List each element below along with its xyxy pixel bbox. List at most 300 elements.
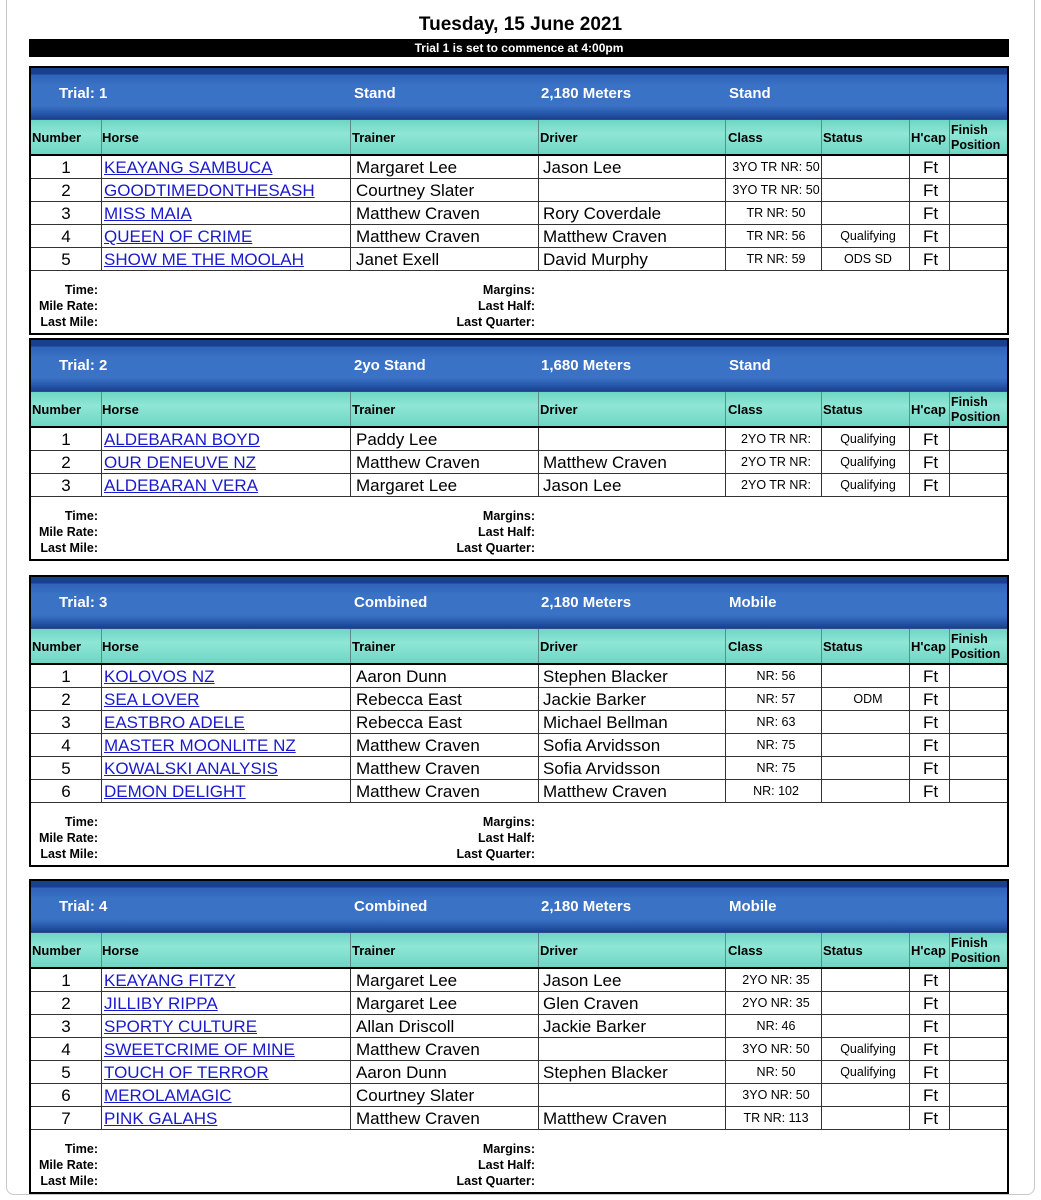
entry-row [31, 1107, 1007, 1130]
trial-block [29, 879, 1009, 1194]
col-horse: Horse [102, 639, 139, 654]
col-status: Status [823, 402, 863, 417]
column-divider [350, 969, 351, 991]
status-value: Qualifying [840, 1042, 896, 1056]
trainer-name: Matthew Craven [356, 227, 480, 246]
class-value: 2YO TR NR: [741, 478, 811, 492]
column-divider [101, 992, 102, 1014]
footer-margins-label: Margins: [482, 1142, 535, 1156]
horse-name-link[interactable]: OUR DENEUVE NZ [104, 453, 257, 472]
col-number: Number [32, 639, 82, 654]
class-value: NR: 102 [753, 784, 799, 798]
column-divider [350, 780, 351, 802]
column-divider [725, 451, 726, 473]
column-divider [949, 757, 950, 779]
column-divider [949, 392, 950, 426]
column-divider [538, 1107, 539, 1129]
entry-row [31, 202, 1007, 225]
horse-name-link[interactable]: DEMON DELIGHT [104, 782, 246, 801]
column-divider [350, 248, 351, 270]
trial-type: Combined [354, 898, 428, 915]
column-divider [909, 969, 910, 991]
horse-name-link[interactable]: SPORTY CULTURE [104, 1017, 258, 1036]
column-divider [101, 474, 102, 496]
column-divider [909, 156, 910, 178]
class-value: 2YO TR NR: [741, 432, 811, 446]
trial-distance: 1,680 Meters [541, 357, 632, 374]
driver-name: Jackie Barker [543, 1017, 646, 1036]
trainer-name: Margaret Lee [356, 476, 458, 495]
horse-name-link[interactable]: KOLOVOS NZ [104, 667, 215, 686]
column-divider [821, 392, 822, 426]
entry-number: 7 [61, 1109, 71, 1128]
trainer-name: Courtney Slater [356, 181, 475, 200]
horse-name-link[interactable]: PINK GALAHS [104, 1109, 218, 1128]
col-class: Class [728, 943, 763, 958]
class-value: 2YO TR NR: [741, 455, 811, 469]
column-divider [101, 688, 102, 710]
col-status: Status [823, 130, 863, 145]
column-divider [350, 992, 351, 1014]
entry-row [31, 156, 1007, 179]
driver-name: Michael Bellman [543, 713, 668, 732]
entry-number: 2 [61, 453, 71, 472]
column-divider [101, 1038, 102, 1060]
entry-number: 1 [61, 430, 71, 449]
column-divider [538, 1084, 539, 1106]
column-divider [725, 1061, 726, 1083]
column-divider [909, 120, 910, 154]
column-divider [350, 629, 351, 663]
column-divider [538, 757, 539, 779]
column-divider [350, 1084, 351, 1106]
column-divider [725, 225, 726, 247]
class-value: 3YO TR NR: 50 [732, 160, 820, 174]
class-value: NR: 75 [756, 738, 796, 752]
entry-row [31, 757, 1007, 780]
entry-number: 4 [61, 227, 71, 246]
trial-header [31, 577, 1007, 628]
column-divider [725, 629, 726, 663]
column-divider [725, 734, 726, 756]
column-divider [725, 1015, 726, 1037]
column-divider [909, 179, 910, 201]
column-divider [538, 933, 539, 967]
trial-block [29, 66, 1009, 335]
footer-last-half-label: Last Half: [478, 299, 535, 313]
col-trainer: Trainer [352, 402, 396, 417]
horse-name-link[interactable]: KOWALSKI ANALYSIS [104, 759, 278, 778]
entry-number: 5 [61, 250, 71, 269]
column-divider [350, 688, 351, 710]
horse-name-link[interactable]: QUEEN OF CRIME [104, 227, 253, 246]
column-divider [101, 734, 102, 756]
footer-last-mile-label: Last Mile: [40, 541, 98, 555]
driver-name: Matthew Craven [543, 227, 667, 246]
column-divider [101, 451, 102, 473]
column-divider [949, 202, 950, 224]
col-finish-line2: Position [951, 410, 1001, 424]
status-value: Qualifying [840, 455, 896, 469]
entry-number: 5 [61, 759, 71, 778]
hcap-value: Ft [922, 1109, 939, 1128]
status-value: Qualifying [840, 229, 896, 243]
hcap-value: Ft [922, 736, 939, 755]
col-finish-position [951, 632, 1000, 662]
trial-start: Stand [729, 85, 771, 102]
column-divider [538, 1038, 539, 1060]
trial-header [31, 68, 1007, 119]
horse-name-link[interactable]: GOODTIMEDONTHESASH [104, 181, 315, 200]
footer-last-mile-label: Last Mile: [40, 1174, 98, 1188]
column-divider [538, 734, 539, 756]
column-divider [725, 1084, 726, 1106]
trainer-name: Matthew Craven [356, 782, 480, 801]
column-divider [909, 202, 910, 224]
column-divider [949, 451, 950, 473]
col-finish-line2: Position [951, 647, 1001, 661]
trainer-name: Aaron Dunn [356, 667, 447, 686]
horse-name-link[interactable]: SHOW ME THE MOOLAH [104, 250, 304, 269]
column-divider [101, 1107, 102, 1129]
col-finish-position [951, 395, 1000, 425]
class-value: TR NR: 59 [746, 252, 806, 266]
column-divider [350, 734, 351, 756]
hcap-value: Ft [922, 1063, 939, 1082]
class-value: TR NR: 56 [746, 229, 806, 243]
column-divider [538, 629, 539, 663]
hcap-value: Ft [922, 250, 939, 269]
column-divider [725, 202, 726, 224]
entry-row [31, 711, 1007, 734]
column-divider [538, 1015, 539, 1037]
col-hcap: H'cap [911, 943, 946, 958]
trial-header [31, 340, 1007, 391]
col-trainer: Trainer [352, 130, 396, 145]
column-divider [725, 120, 726, 154]
trial-block [29, 338, 1009, 561]
column-divider [350, 757, 351, 779]
column-divider [949, 156, 950, 178]
results-footer [31, 803, 1007, 865]
column-divider [909, 757, 910, 779]
footer-margins-label: Margins: [482, 815, 535, 829]
footer-time-label: Time: [64, 815, 98, 829]
column-divider [538, 665, 539, 687]
driver-name: Stephen Blacker [543, 667, 668, 686]
hcap-value: Ft [922, 994, 939, 1013]
column-divider [101, 969, 102, 991]
column-divider [538, 225, 539, 247]
hcap-value: Ft [922, 476, 939, 495]
footer-mile-rate-label: Mile Rate: [38, 831, 98, 845]
column-divider [725, 179, 726, 201]
column-divider [350, 1038, 351, 1060]
footer-mile-rate-label: Mile Rate: [38, 525, 98, 539]
commence-banner: Trial 1 is set to commence at 4:00pm [29, 39, 1009, 57]
trial-label: Trial: 3 [59, 594, 108, 611]
trial-type: Combined [354, 594, 428, 611]
column-divider [725, 428, 726, 450]
col-number: Number [32, 402, 82, 417]
entry-row [31, 179, 1007, 202]
entry-row [31, 1015, 1007, 1038]
driver-name: Sofia Arvidsson [543, 736, 661, 755]
column-divider [821, 629, 822, 663]
trial-type: Stand [354, 85, 396, 102]
column-divider [350, 933, 351, 967]
driver-name: Matthew Craven [543, 453, 667, 472]
class-value: 3YO NR: 50 [742, 1042, 810, 1056]
column-divider [538, 1061, 539, 1083]
page-date-heading: Tuesday, 15 June 2021 [418, 14, 623, 35]
hcap-value: Ft [922, 158, 939, 177]
horse-name-link[interactable]: KEAYANG FITZY [104, 971, 236, 990]
column-divider [909, 734, 910, 756]
entry-row [31, 1084, 1007, 1107]
horse-name-link[interactable]: KEAYANG SAMBUCA [104, 158, 273, 177]
column-divider [949, 711, 950, 733]
trial-label: Trial: 1 [59, 85, 108, 102]
column-divider [949, 933, 950, 967]
col-finish-position [951, 936, 1000, 966]
col-driver: Driver [540, 402, 578, 417]
column-divider [909, 1015, 910, 1037]
col-trainer: Trainer [352, 943, 396, 958]
horse-name-link[interactable]: MEROLAMAGIC [104, 1086, 232, 1105]
column-divider [725, 711, 726, 733]
hcap-value: Ft [922, 204, 939, 223]
column-divider [909, 933, 910, 967]
trainer-name: Matthew Craven [356, 736, 480, 755]
trial-start: Mobile [729, 594, 777, 611]
column-divider [725, 474, 726, 496]
results-footer [31, 1130, 1007, 1192]
footer-last-half-label: Last Half: [478, 525, 535, 539]
column-divider [725, 1038, 726, 1060]
footer-mile-rate-label: Mile Rate: [38, 1158, 98, 1172]
horse-name-link[interactable]: MISS MAIA [104, 204, 192, 223]
col-driver: Driver [540, 130, 578, 145]
hcap-value: Ft [922, 430, 939, 449]
driver-name: Rory Coverdale [543, 204, 662, 223]
class-value: NR: 75 [756, 761, 796, 775]
entry-row [31, 451, 1007, 474]
class-value: 3YO NR: 50 [742, 1088, 810, 1102]
footer-last-quarter-label: Last Quarter: [456, 315, 535, 329]
column-divider [538, 179, 539, 201]
column-divider [538, 992, 539, 1014]
status-value: Qualifying [840, 478, 896, 492]
column-divider [725, 665, 726, 687]
horse-name-link[interactable]: SEA LOVER [104, 690, 200, 709]
trainer-name: Janet Exell [356, 250, 440, 269]
entry-number: 2 [61, 181, 71, 200]
entry-row [31, 688, 1007, 711]
column-divider [538, 711, 539, 733]
footer-last-half-label: Last Half: [478, 1158, 535, 1172]
column-divider [538, 688, 539, 710]
column-divider [949, 1107, 950, 1129]
hcap-value: Ft [922, 227, 939, 246]
col-status: Status [823, 943, 863, 958]
column-divider [350, 1015, 351, 1037]
horse-name-link[interactable]: ALDEBARAN VERA [104, 476, 258, 495]
status-value: ODM [853, 692, 883, 706]
class-value: NR: 63 [756, 715, 796, 729]
hcap-value: Ft [922, 690, 939, 709]
footer-mile-rate-label: Mile Rate: [38, 299, 98, 313]
hcap-value: Ft [922, 971, 939, 990]
column-divider [538, 474, 539, 496]
column-divider [101, 665, 102, 687]
entry-number: 2 [61, 994, 71, 1013]
col-driver: Driver [540, 639, 578, 654]
hcap-value: Ft [922, 713, 939, 732]
col-finish-line2: Position [951, 951, 1001, 965]
column-divider [101, 711, 102, 733]
horse-name-link[interactable]: ALDEBARAN BOYD [104, 430, 260, 449]
column-divider [538, 120, 539, 154]
results-footer [31, 497, 1007, 559]
horse-name-link[interactable]: JILLIBY RIPPA [104, 994, 218, 1013]
trainer-name: Matthew Craven [356, 453, 480, 472]
trial-label: Trial: 4 [59, 898, 108, 915]
hcap-value: Ft [922, 1040, 939, 1059]
hcap-value: Ft [922, 782, 939, 801]
entry-row [31, 734, 1007, 757]
entry-row [31, 225, 1007, 248]
hcap-value: Ft [922, 759, 939, 778]
entry-number: 3 [61, 476, 71, 495]
footer-time-label: Time: [64, 1142, 98, 1156]
column-divider [949, 1038, 950, 1060]
footer-last-quarter-label: Last Quarter: [456, 1174, 535, 1188]
results-footer [31, 271, 1007, 333]
footer-last-quarter-label: Last Quarter: [456, 541, 535, 555]
column-divider [725, 248, 726, 270]
entry-number: 4 [61, 1040, 71, 1059]
column-divider [909, 1107, 910, 1129]
col-finish-line1: Finish [951, 395, 988, 409]
entry-row [31, 474, 1007, 497]
column-divider [101, 428, 102, 450]
entry-row [31, 969, 1007, 992]
class-value: NR: 57 [756, 692, 796, 706]
col-driver: Driver [540, 943, 578, 958]
column-divider [538, 780, 539, 802]
class-value: NR: 46 [756, 1019, 796, 1033]
trainer-name: Matthew Craven [356, 1040, 480, 1059]
entry-number: 1 [61, 158, 71, 177]
trainer-name: Matthew Craven [356, 759, 480, 778]
column-divider [350, 120, 351, 154]
entry-row [31, 428, 1007, 451]
trial-start: Mobile [729, 898, 777, 915]
column-divider [821, 120, 822, 154]
col-finish-line1: Finish [951, 632, 988, 646]
column-divider [909, 629, 910, 663]
status-value: Qualifying [840, 1065, 896, 1079]
column-header-row [31, 628, 1007, 665]
footer-margins-label: Margins: [482, 509, 535, 523]
column-header-row [31, 119, 1007, 156]
trial-distance: 2,180 Meters [541, 85, 632, 102]
column-divider [538, 392, 539, 426]
trainer-name: Margaret Lee [356, 158, 458, 177]
col-finish-line2: Position [951, 138, 1001, 152]
column-divider [949, 1084, 950, 1106]
hcap-value: Ft [922, 181, 939, 200]
horse-name-link[interactable]: EASTBRO ADELE [104, 713, 245, 732]
column-divider [101, 1084, 102, 1106]
column-divider [101, 757, 102, 779]
column-divider [909, 780, 910, 802]
column-divider [949, 688, 950, 710]
column-divider [725, 780, 726, 802]
column-divider [949, 120, 950, 154]
col-number: Number [32, 130, 82, 145]
column-divider [821, 933, 822, 967]
column-divider [949, 1015, 950, 1037]
column-divider [350, 1107, 351, 1129]
column-divider [725, 392, 726, 426]
col-finish-line1: Finish [951, 936, 988, 950]
status-value: ODS SD [844, 252, 892, 266]
entry-number: 3 [61, 204, 71, 223]
hcap-value: Ft [922, 1017, 939, 1036]
column-divider [949, 248, 950, 270]
col-class: Class [728, 402, 763, 417]
column-divider [909, 992, 910, 1014]
column-divider [725, 156, 726, 178]
hcap-value: Ft [922, 667, 939, 686]
column-divider [101, 1015, 102, 1037]
footer-time-label: Time: [64, 509, 98, 523]
class-value: TR NR: 113 [743, 1111, 809, 1125]
footer-last-half-label: Last Half: [478, 831, 535, 845]
column-divider [909, 1084, 910, 1106]
col-horse: Horse [102, 943, 139, 958]
col-status: Status [823, 639, 863, 654]
column-header-row [31, 932, 1007, 969]
entry-row [31, 665, 1007, 688]
column-divider [350, 392, 351, 426]
column-divider [949, 629, 950, 663]
column-divider [949, 780, 950, 802]
column-divider [350, 665, 351, 687]
entry-row [31, 1061, 1007, 1084]
trainer-name: Aaron Dunn [356, 1063, 447, 1082]
column-divider [350, 428, 351, 450]
entry-number: 1 [61, 667, 71, 686]
column-divider [350, 156, 351, 178]
entry-number: 1 [61, 971, 71, 990]
entry-number: 6 [61, 782, 71, 801]
trainer-name: Courtney Slater [356, 1086, 475, 1105]
column-divider [350, 202, 351, 224]
horse-name-link[interactable]: SWEETCRIME OF MINE [104, 1040, 295, 1059]
column-divider [350, 451, 351, 473]
horse-name-link[interactable]: TOUCH OF TERROR [104, 1063, 269, 1082]
horse-name-link[interactable]: MASTER MOONLITE NZ [104, 736, 296, 755]
column-divider [350, 474, 351, 496]
column-divider [949, 428, 950, 450]
trial-block [29, 575, 1009, 867]
driver-name: Matthew Craven [543, 1109, 667, 1128]
driver-name: Sofia Arvidsson [543, 759, 661, 778]
hcap-value: Ft [922, 453, 939, 472]
